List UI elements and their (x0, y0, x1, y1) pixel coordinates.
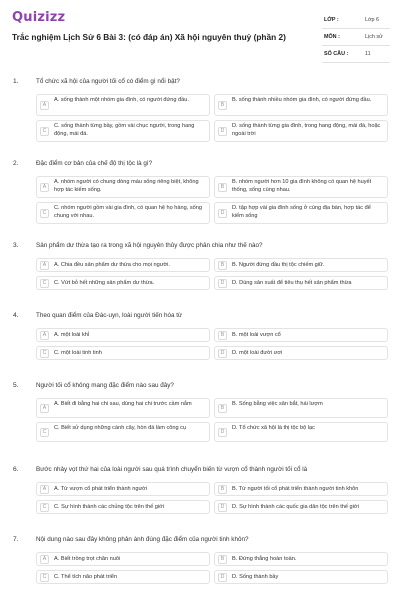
option-text: B. nhóm người hơn 10 gia đình không có quan hệ huyết thống, sống cùng nhau. (232, 179, 372, 193)
question-text: Nội dung nào sau đây không phản ánh đúng đặc điểm của người tinh khôn? (36, 536, 249, 543)
info-label: MÔN : (324, 34, 340, 40)
question-number: 6. (13, 466, 19, 473)
answer-option-c[interactable] (36, 276, 210, 290)
answer-option-a[interactable] (36, 94, 210, 116)
option-letter-badge: A (40, 261, 49, 270)
info-row-subject (322, 29, 390, 46)
answer-option-c[interactable] (36, 422, 210, 442)
option-text: A. sống thành một nhóm gia đình, có người đứng đầu. (54, 97, 189, 103)
answer-option-d[interactable] (214, 500, 388, 514)
option-text: A. Biết trồng trọt chăn nuôi (54, 555, 121, 562)
question-text: Đặc điểm cơ bản của chế độ thị tộc là gì? (36, 160, 153, 167)
option-letter-badge: B (218, 485, 227, 494)
option-letter-badge: A (40, 404, 49, 413)
question-text: Tổ chức xã hội của người tối cổ có điểm gì nổi bật? (36, 78, 180, 85)
option-letter-badge: C (40, 573, 49, 582)
option-text: D. tập hợp vài gia đình sống ở cùng địa bàn, hợp tác để kiếm sống (232, 205, 371, 219)
info-row-question-count (322, 46, 390, 63)
answer-option-b[interactable] (214, 398, 388, 418)
answer-option-c[interactable] (36, 346, 210, 360)
option-text: C. một loài tinh tinh (54, 349, 102, 356)
question-number: 4. (13, 312, 19, 319)
option-text: B. Từ người tối cổ phát triển thành người tinh khôn (232, 485, 359, 492)
option-text: D. một loài đười ươi (232, 349, 283, 356)
option-letter-badge: D (218, 127, 227, 136)
option-text: A. Từ vượn cổ phát triển thành người (54, 485, 148, 492)
answer-option-c[interactable] (36, 500, 210, 514)
option-letter-badge: C (40, 209, 49, 218)
answer-option-d[interactable] (214, 422, 388, 442)
answer-option-b[interactable] (214, 258, 388, 272)
answer-option-b[interactable] (214, 482, 388, 496)
option-letter-badge: B (218, 555, 227, 564)
option-text: C. sống thành từng bầy, gồm vài chục người, trong hang động, mái đá. (54, 123, 195, 137)
option-letter-badge: B (218, 101, 227, 110)
info-value: 11 (365, 51, 371, 57)
option-text: C. Biết sử dụng những cành cây, hòn đá làm công cụ (54, 425, 187, 431)
answer-option-b[interactable] (214, 94, 388, 116)
option-text: C. Sự hình thành các chủng tộc trên thế giới (54, 503, 165, 510)
answer-option-d[interactable] (214, 120, 388, 142)
option-letter-badge: A (40, 183, 49, 192)
option-text: D. Sống thành bầy (232, 573, 279, 580)
quiz-info-table (322, 12, 390, 63)
option-letter-badge: A (40, 331, 49, 340)
answer-option-a[interactable] (36, 176, 210, 198)
info-row-grade (322, 12, 390, 29)
option-letter-badge: C (40, 279, 49, 288)
answer-option-d[interactable] (214, 570, 388, 584)
option-text: D. Dùng sản xuất để tiêu thụ hết sản phẩm thừa (232, 279, 352, 286)
question-text: Bước nhảy vọt thứ hai của loài người sau quá trình chuyển biến từ vượn cổ thành người tối cổ là (36, 466, 308, 473)
quizizz-logo: Quizizz (12, 10, 66, 25)
answer-option-b[interactable] (214, 552, 388, 566)
info-label: SỐ CÂU : (324, 51, 349, 57)
answer-option-c[interactable] (36, 120, 210, 142)
option-letter-badge: C (40, 349, 49, 358)
option-letter-badge: A (40, 555, 49, 564)
answer-option-a[interactable] (36, 258, 210, 272)
question-text: Người tối cổ không mang đặc điểm nào sau đây? (36, 382, 174, 389)
option-text: A. Chia đều sản phẩm dư thừa cho mọi người. (54, 261, 170, 268)
answer-option-d[interactable] (214, 202, 388, 224)
option-text: D. Sự hình thành các quốc gia dân tộc trên thế giới (232, 503, 359, 510)
option-letter-badge: D (218, 503, 227, 512)
option-text: A. một loài khỉ (54, 331, 90, 338)
question-number: 7. (13, 536, 19, 543)
answer-option-b[interactable] (214, 328, 388, 342)
answer-option-b[interactable] (214, 176, 388, 198)
answer-option-d[interactable] (214, 346, 388, 360)
answer-option-a[interactable] (36, 552, 210, 566)
option-letter-badge: D (218, 349, 227, 358)
option-text: B. Đứng thẳng hoàn toàn. (232, 555, 297, 562)
answer-option-c[interactable] (36, 202, 210, 224)
option-text: D. Tổ chức xã hội là thị tộc bộ lạc (232, 425, 315, 431)
option-text: B. Người đứng đầu thị tộc chiếm giữ. (232, 261, 325, 268)
option-letter-badge: D (218, 279, 227, 288)
answer-option-c[interactable] (36, 570, 210, 584)
question-text: Theo quan điểm của Đác-uyn, loài người tiến hóa từ (36, 312, 183, 319)
quiz-title: Trắc nghiệm Lịch Sử 6 Bài 3: (có đáp án) Xã hội nguyên thuỷ (phần 2) (12, 32, 286, 42)
answer-option-a[interactable] (36, 482, 210, 496)
option-text: C. Vứt bỏ hết những sản phẩm dư thừa. (54, 279, 155, 286)
option-letter-badge: C (40, 428, 49, 437)
option-text: C. Thể tích não phát triển (54, 573, 118, 580)
question-text: Sản phẩm dư thừa tạo ra trong xã hội nguyên thủy được phân chia như thế nào? (36, 242, 263, 249)
answer-option-d[interactable] (214, 276, 388, 290)
option-letter-badge: D (218, 573, 227, 582)
option-letter-badge: A (40, 485, 49, 494)
option-text: A. nhóm người có chung dòng máu sống riêng biệt, không hợp tác kiếm sống. (54, 179, 199, 193)
option-text: D. sống thành từng gia đình, trong hang động, mái đá, hoặc ngoài trời (232, 123, 381, 137)
option-letter-badge: B (218, 404, 227, 413)
option-letter-badge: A (40, 101, 49, 110)
info-label: LỚP : (324, 17, 339, 23)
question-number: 2. (13, 160, 19, 167)
option-letter-badge: C (40, 503, 49, 512)
option-text: B. một loài vượn cổ (232, 331, 281, 338)
answer-option-a[interactable] (36, 398, 210, 418)
option-letter-badge: B (218, 331, 227, 340)
option-text: C. nhóm người gồm vài gia đình, có quan hệ họ hàng, sống chung với nhau. (54, 205, 202, 219)
option-letter-badge: B (218, 183, 227, 192)
question-number: 3. (13, 242, 19, 249)
option-letter-badge: D (218, 428, 227, 437)
option-letter-badge: D (218, 209, 227, 218)
option-letter-badge: C (40, 127, 49, 136)
question-number: 1. (13, 78, 19, 85)
info-value: Lớp 6 (365, 17, 380, 23)
option-text: B. Sống bằng việc săn bắt, hái lượm (232, 401, 323, 407)
option-letter-badge: B (218, 261, 227, 270)
header (0, 0, 400, 74)
info-value: Lịch sử (365, 34, 383, 40)
option-text: A. Biết đi bằng hai chi sau, dùng hai chi trước cầm nắm (54, 401, 192, 407)
answer-option-a[interactable] (36, 328, 210, 342)
question-number: 5. (13, 382, 19, 389)
option-text: B. sống thành nhiều nhóm gia đình, có người đứng đầu. (232, 97, 372, 103)
